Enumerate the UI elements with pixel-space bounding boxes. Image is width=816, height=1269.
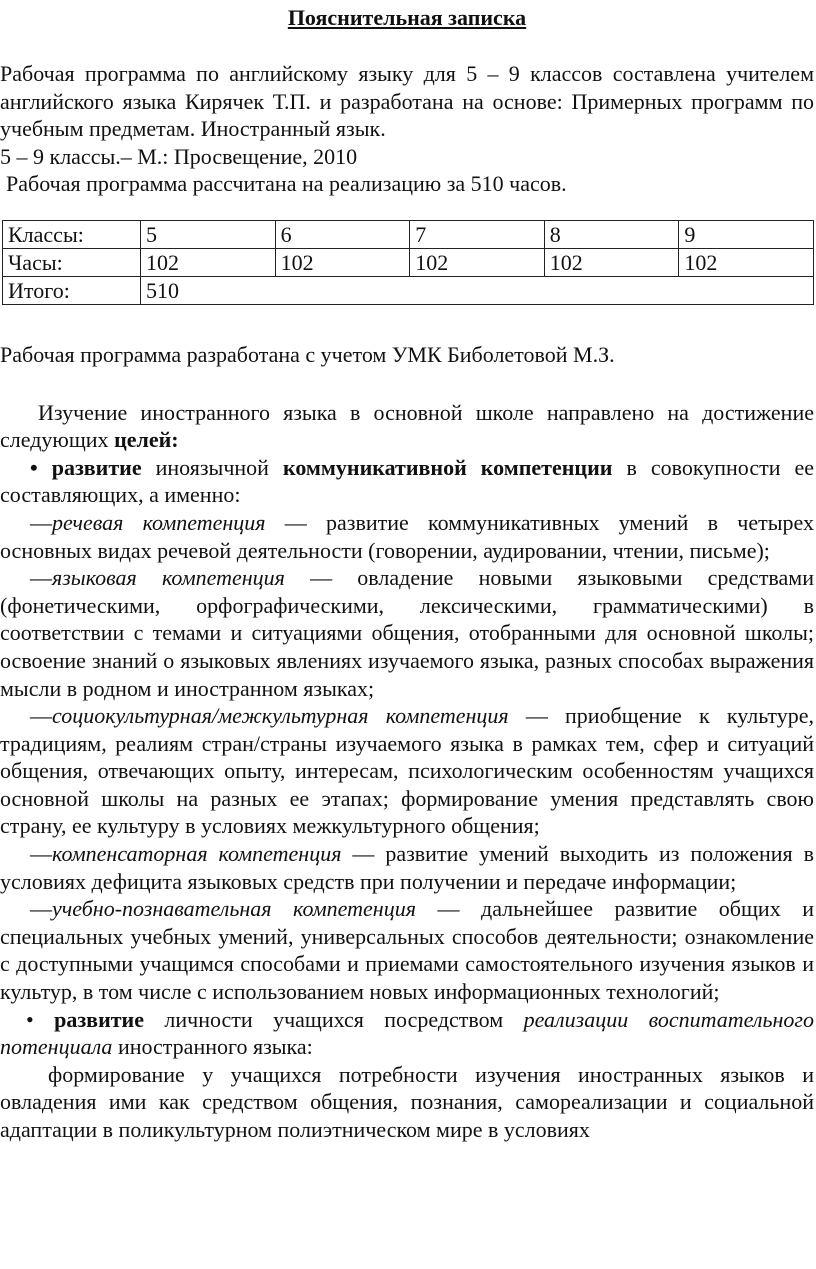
item-term: учебно-познавательная компетенция [52, 896, 416, 922]
item-dash: — [30, 509, 52, 535]
item-term: речевая компетенция [52, 509, 266, 535]
bullet-personality [0, 1006, 814, 1061]
table-cell: Итого: [3, 276, 141, 304]
goals-lead-bold: целей: [114, 427, 179, 453]
table-cell: 5 [141, 220, 276, 248]
bullet-bold-term: развитие [51, 454, 142, 480]
bullet-marker: • [26, 1006, 55, 1032]
item-term: компенсаторная компетенция [52, 841, 342, 867]
bullet-communicative [0, 454, 814, 509]
hours-table [2, 220, 814, 305]
item-dash: — [30, 841, 52, 867]
item-dash: — [30, 703, 52, 729]
intro-paragraph: Рабочая программа по английскому языку для 5 – 9 классов составлена учителем английского языка Кирячек Т.П. и разработана на основе: Примерных программ по учебным предметам. Иностранный язык. [0, 61, 814, 142]
umk-statement: Рабочая программа разработана с учетом УМК Биболетовой М.З. [0, 341, 615, 367]
bullet-italic-term: реализации воспитательного потенциала [0, 1006, 814, 1060]
bullet-text: в совокупности ее составляющих, а именно: [0, 454, 815, 508]
table-cell: 102 [410, 248, 545, 276]
final-paragraph: формирование у учащихся потребности изучения иностранных языков и овладения ими как средством общения, познания, самореализации и социальной адаптации в поликультурном полиэтническом мире в условиях [0, 1061, 814, 1142]
table-cell: 102 [275, 248, 410, 276]
table-cell: 7 [410, 220, 545, 248]
table-cell: 9 [679, 220, 814, 248]
bullet-text: личности учащихся посредством [144, 1006, 524, 1032]
item-text: — дальнейшее развитие общих и специальных учебных умений, универсальных способов деятельности; ознакомление с доступными учащимся способами и приемами самостоятельного изучения языков и культур, в том числе с использованием новых информационных технологий; [0, 896, 814, 1005]
table-cell: 8 [544, 220, 679, 248]
table-cell: 6 [275, 220, 410, 248]
item-text: — приобщение к культуре, традициям, реалиям стран/страны изучаемого языка в рамках тем, сфер и ситуаций общения, отвечающих опыту, интересам, психологическим особенностям учащихся основной школы на разных ее этапах; формирование умения представлять свою страну, ее культуру в условиях межкультурного общения; [0, 703, 814, 839]
list-item [0, 702, 814, 840]
item-text: — развитие коммуникативных умений в четырех основных видах речевой деятельности (говорении, аудировании, чтении, письме); [0, 509, 814, 563]
table-cell: 510 [141, 276, 814, 304]
item-text: — овладение новыми языковыми средствами (фонетическими, орфографическими, лексическими, грамматическими) в соответствии с темами и ситуациями общения, отобранными для основной школы; освоение знаний о языковых явлениях изучаемого языка, разных способах выражения мысли в родном и иностранном языках; [0, 565, 814, 701]
intro-source-line: 5 – 9 классы.– М.: Просвещение, 2010 [0, 143, 358, 169]
list-item [0, 840, 814, 895]
item-text: — развитие умений выходить из положения в условиях дефицита языковых средств при получении и передаче информации; [0, 841, 814, 894]
bullet-bold-term: развитие [54, 1006, 144, 1032]
table-cell: 102 [141, 248, 276, 276]
item-dash: — [30, 896, 52, 922]
table-cell: Часы: [3, 248, 141, 276]
item-term: социокультурная/межкультурная компетенция [52, 703, 509, 729]
table-cell: Классы: [3, 220, 141, 248]
item-dash: — [30, 565, 52, 591]
list-item [0, 564, 814, 702]
table-row [3, 248, 814, 276]
hours-statement: Рабочая программа рассчитана на реализацию за 510 часов. [6, 171, 567, 197]
table-cell: 102 [679, 248, 814, 276]
table-row [3, 276, 814, 304]
item-term: языковая компетенция [52, 565, 285, 591]
bullet-marker: • [30, 454, 52, 480]
table-row [3, 220, 814, 248]
bullet-text: иноязычной [141, 454, 283, 480]
document-title: Пояснительная записка [287, 5, 527, 30]
table-cell: 102 [544, 248, 679, 276]
list-item [0, 509, 814, 564]
goals-paragraph [0, 399, 814, 454]
bullet-text: иностранного языка: [112, 1034, 313, 1060]
bullet-bold-term: коммуникативной компетенции [282, 454, 613, 480]
goals-lead: Изучение иностранного языка в основной школе направлено на достижение следующих [0, 399, 814, 453]
list-item [0, 895, 814, 1005]
